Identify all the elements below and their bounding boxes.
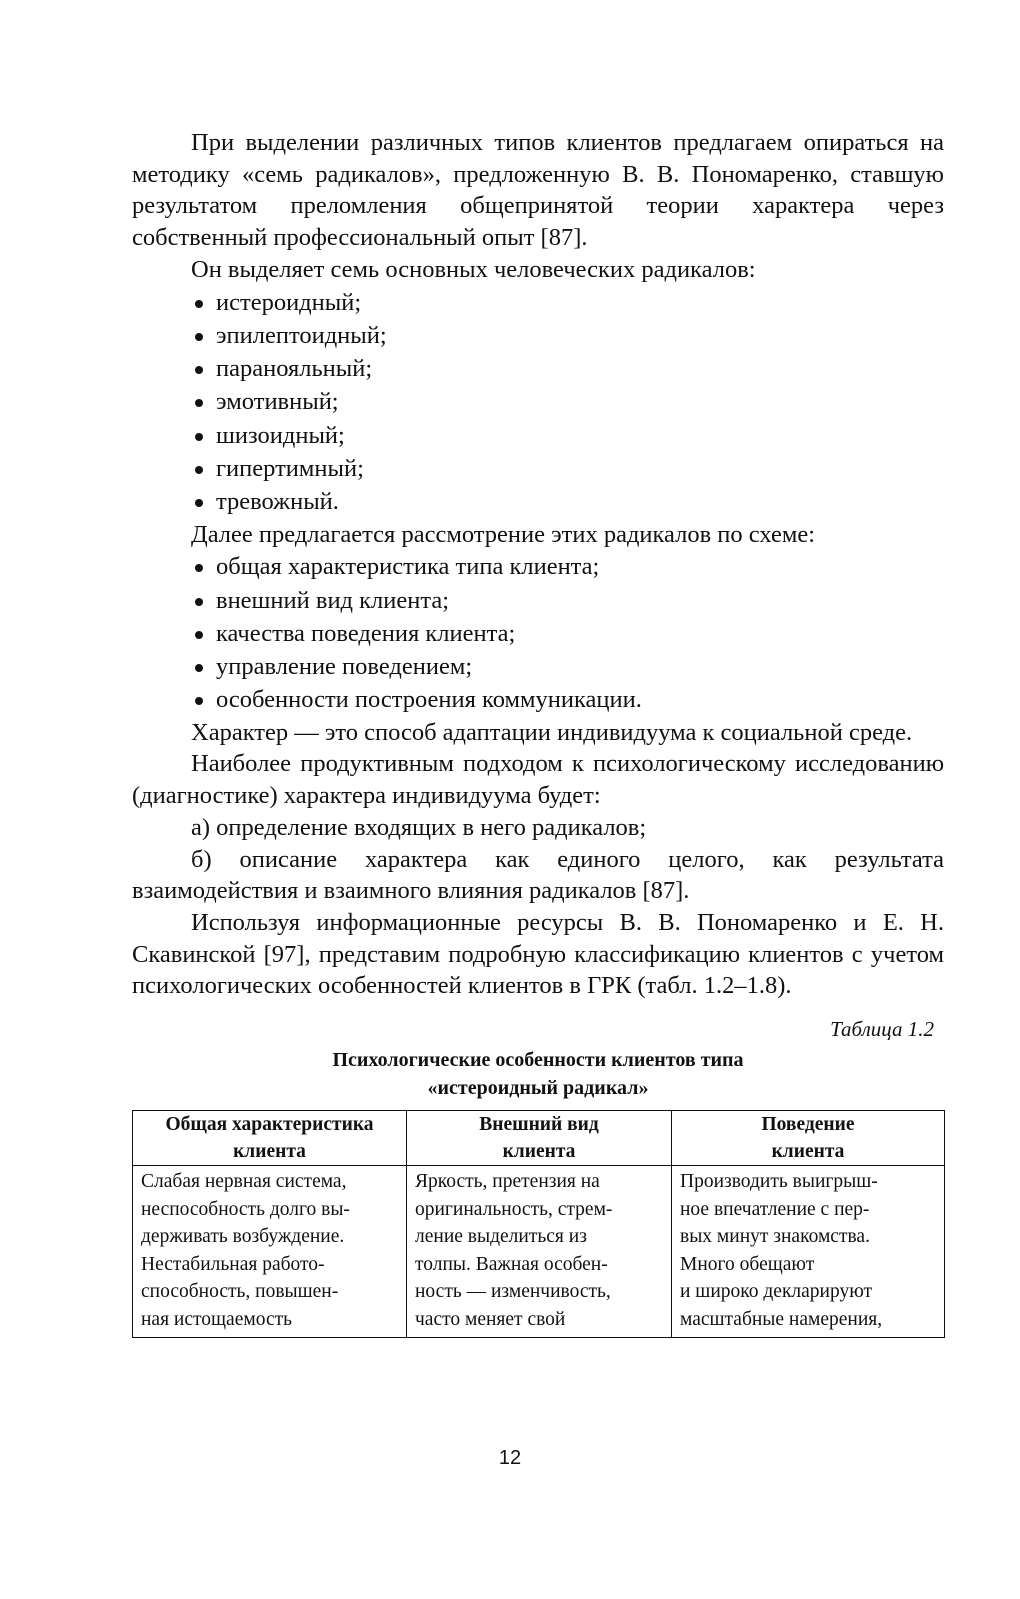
table-cell-behavior: Производить выигрыш- ное впечатление с пер- вых минут знакомства. Много обещают и широко декларируют масштабные намерения,	[672, 1166, 945, 1338]
scheme-list	[132, 550, 944, 716]
table-caption: Таблица 1.2	[830, 1017, 934, 1042]
list-item: эмотивный;	[191, 385, 944, 418]
list-item: паранояльный;	[191, 352, 944, 385]
table-title-line: Психологические особенности клиентов типа	[332, 1049, 744, 1072]
bullet-icon	[195, 697, 203, 705]
table-header-appearance: Внешний вид клиента	[407, 1111, 672, 1166]
paragraph-item-b: б) описание характера как единого целого, как результата взаимодействия и взаимного влияния радикалов [87].	[132, 845, 944, 905]
bullet-icon	[195, 631, 203, 639]
list-item: шизоидный;	[191, 419, 944, 452]
table-row	[133, 1166, 945, 1338]
bullet-icon	[195, 300, 203, 308]
list-item: особенности построения коммуникации.	[191, 683, 944, 716]
bullet-icon	[195, 664, 203, 672]
table-header-row	[133, 1111, 945, 1166]
table-cell-appearance: Яркость, претензия на оригинальность, стрем- ление выделиться из толпы. Важная особен- ность — изменчивость, часто меняет свой	[407, 1166, 672, 1338]
list-item: качества поведения клиента;	[191, 617, 944, 650]
list-item: внешний вид клиента;	[191, 584, 944, 617]
page-number: 12	[498, 1447, 522, 1469]
paragraph-methodology: При выделении различных типов клиентов предлагаем опираться на методику «семь радикалов», предложенную В. В. Пономаренко, ставшую результатом преломления общепринятой теории характера через собственный профессиональный опыт [87].	[132, 129, 944, 252]
bullet-icon	[195, 399, 203, 407]
client-features-table	[132, 1110, 945, 1338]
list-item: гипертимный;	[191, 452, 944, 485]
paragraph-classification: Используя информационные ресурсы В. В. Пономаренко и Е. Н. Скавинской [97], представим подробную классификацию клиентов с учетом психологических особенностей клиентов в ГРК (табл. 1.2–1.8).	[132, 909, 944, 1000]
bullet-icon	[195, 598, 203, 606]
paragraph-radicals-intro: Он выделяет семь основных человеческих радикалов:	[191, 255, 756, 283]
list-item: управление поведением;	[191, 650, 944, 683]
paragraph-item-a: а) определение входящих в него радикалов;	[191, 813, 647, 841]
paragraph-scheme-intro: Далее предлагается рассмотрение этих радикалов по схеме:	[191, 520, 816, 548]
list-item: истероидный;	[191, 286, 944, 319]
paragraph-character-definition: Характер — это способ адаптации индивидуума к социальной среде.	[191, 718, 913, 746]
bullet-icon	[195, 433, 203, 441]
bullet-icon	[195, 333, 203, 341]
list-item: эпилептоидный;	[191, 319, 944, 352]
list-item: общая характеристика типа клиента;	[191, 550, 944, 583]
bullet-icon	[195, 366, 203, 374]
table-title	[132, 1046, 944, 1102]
table-header-behavior: Поведение клиента	[672, 1111, 945, 1166]
table-title-line: «истероидный радикал»	[427, 1077, 649, 1100]
bullet-icon	[195, 564, 203, 572]
list-item: тревожный.	[191, 485, 944, 518]
page-content	[132, 127, 944, 1338]
bullet-icon	[195, 466, 203, 474]
radicals-list	[132, 286, 944, 519]
paragraph-approach: Наиболее продуктивным подходом к психологическому исследованию (диагностике) характера индивидуума будет:	[132, 750, 944, 810]
table-cell-general: Слабая нервная система, неспособность долго вы- держивать возбуждение. Нестабильная работо- способность, повышен- ная истощаемость	[133, 1166, 407, 1338]
bullet-icon	[195, 499, 203, 507]
table-header-general: Общая характеристика клиента	[133, 1111, 407, 1166]
